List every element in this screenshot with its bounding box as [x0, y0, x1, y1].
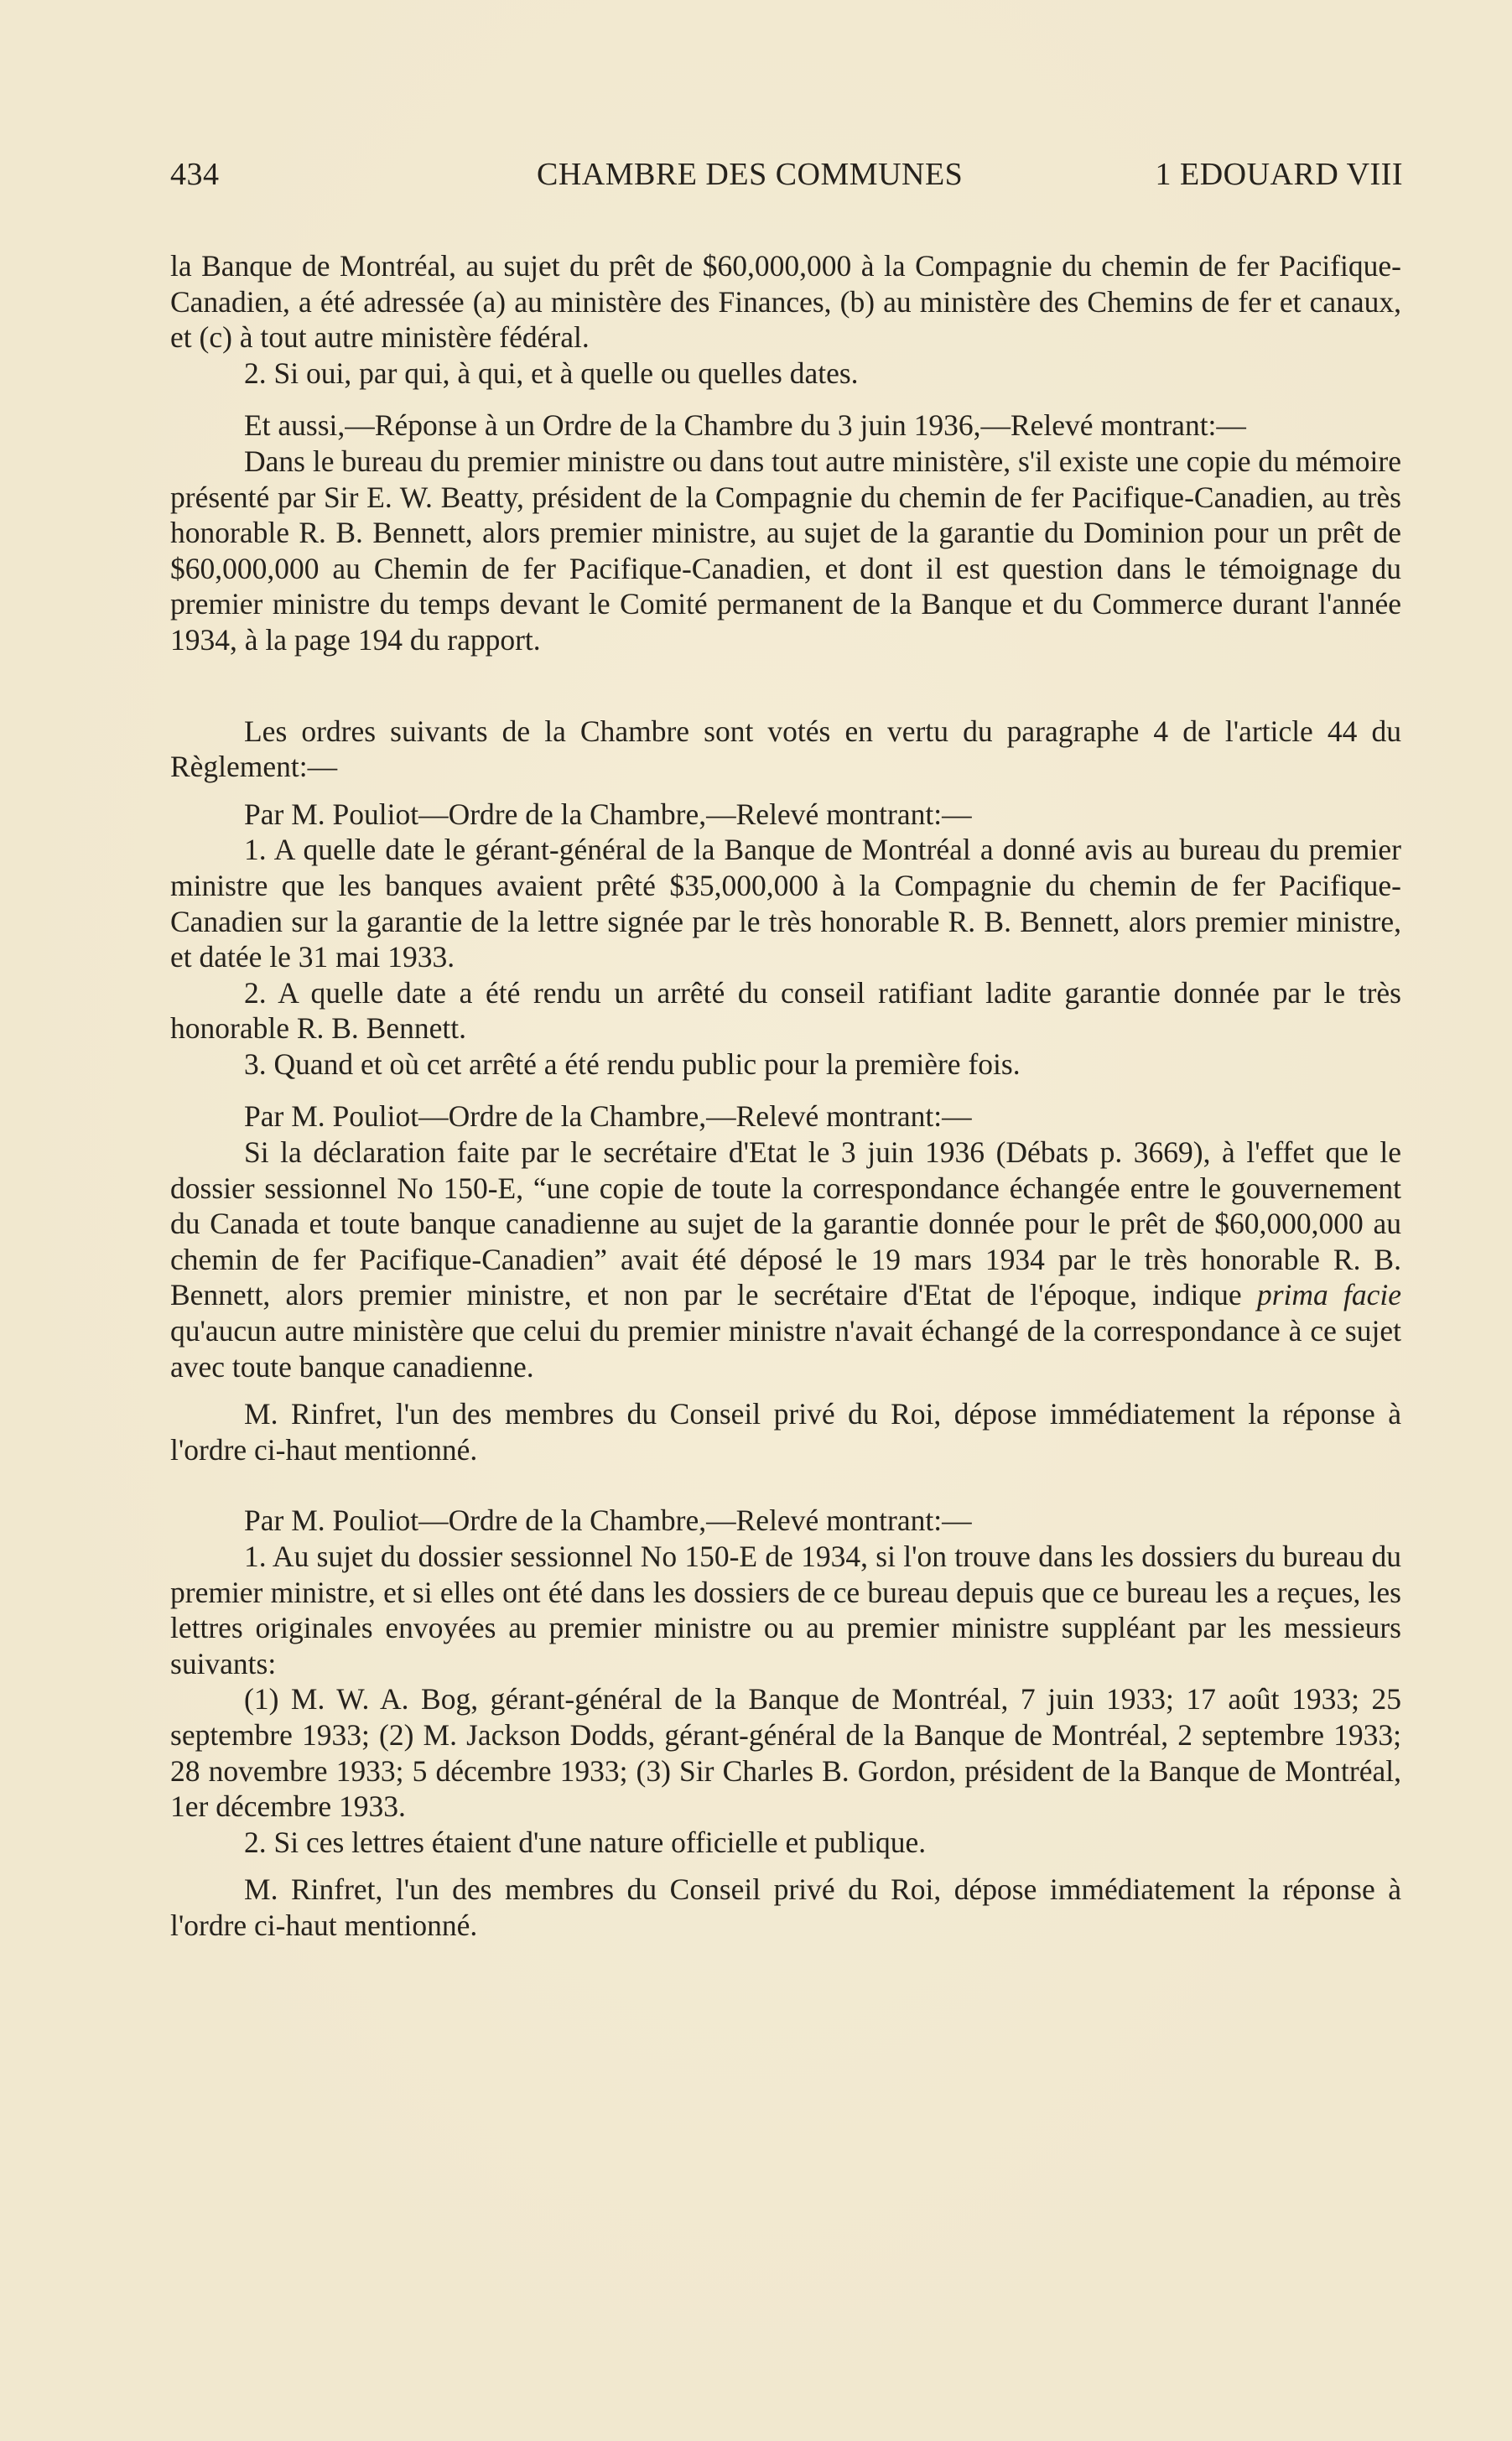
order-2-text-start: Si la déclaration faite par le secrétaire d'Etat le 3 juin 1936 (Débats p. 3669), à l'effet que le dossier sessionnel No 150-E, “une copie de toute la correspondance échangée entre le gouvernement du Canada et toute banque canadienne au sujet de la garantie donnée pour le prêt de $60,000,000 au chemin de fer Pacifique-Canadien” avait été déposé le 19 mars 1934 par le très honorable R. B. Bennett, alors premier ministre, et non par le secrétaire d'Etat de l'époque, indique	[170, 1135, 1401, 1312]
paragraph-order-1-item-2: 2. A quelle date a été rendu un arrêté du conseil ratifiant ladite garantie donnée par le très honorable R. B. Bennett.	[170, 975, 1401, 1046]
paragraph-continued: la Banque de Montréal, au sujet du prêt de $60,000,000 à la Compagnie du chemin de fer Pacifique-Canadien, a été adressée (a) au ministère des Finances, (b) au ministère des Chemins de fer et canaux, et (c) à tout autre ministère fédéral.	[170, 249, 1401, 355]
running-title: CHAMBRE DES COMMUNES	[537, 157, 964, 192]
paragraph-voted-orders: Les ordres suivants de la Chambre sont votés en vertu du paragraphe 4 de l'article 44 du Règlement:—	[170, 714, 1401, 784]
paragraph-memo-request: Dans le bureau du premier ministre ou dans tout autre ministère, s'il existe une copie du mémoire présenté par Sir E. W. Beatty, président de la Compagnie du chemin de fer Pacifique-Canadien, au très honorable R. B. Bennett, alors premier ministre, au sujet de la garantie du Dominion pour un prêt de $60,000,000 au Chemin de fer Pacifique-Canadien, et dont il est question dans le témoignage du premier ministre du temps devant le Comité permanent de la Banque et du Commerce durant l'année 1934, à la page 194 du rapport.	[170, 444, 1401, 657]
paragraph-order-heading-3: Par M. Pouliot—Ordre de la Chambre,—Relevé montrant:—	[244, 1504, 972, 1538]
paragraph-question-2: 2. Si oui, par qui, à qui, et à quelle ou quelles dates.	[244, 356, 859, 390]
page-number: 434	[170, 157, 220, 192]
paragraph-order-heading-2: Par M. Pouliot—Ordre de la Chambre,—Relevé montrant:—	[244, 1099, 972, 1134]
paragraph-response-2: M. Rinfret, l'un des membres du Conseil privé du Roi, dépose immédiatement la réponse à l'ordre ci-haut mentionné.	[170, 1872, 1401, 1942]
paragraph-order-3-item-2: 2. Si ces lettres étaient d'une nature officielle et publique.	[244, 1825, 927, 1859]
order-2-text-end: qu'aucun autre ministère que celui du premier ministre n'avait échangé de la correspondance à ce sujet avec toute banque canadienne.	[170, 1314, 1401, 1384]
paragraph-order-intro: Et aussi,—Réponse à un Ordre de la Chambre du 3 juin 1936,—Relevé montrant:—	[244, 408, 1246, 443]
paragraph-order-3-item-1: 1. Au sujet du dossier sessionnel No 150-E de 1934, si l'on trouve dans les dossiers du bureau du premier ministre, et si elles ont été dans les dossiers de ce bureau depuis que ce bureau les a reçues, les lettres originales envoyées au premier ministre ou au premier ministre suppléant par les messieurs suivants:	[170, 1540, 1401, 1680]
paragraph-order-3-letters: (1) M. W. A. Bog, gérant-général de la Banque de Montréal, 7 juin 1933; 17 août 1933; 25 septembre 1933; (2) M. Jackson Dodds, gérant-général de la Banque de Montréal, 2 septembre 1933; 28 novembre 1933; 5 décembre 1933; (3) Sir Charles B. Gordon, président de la Banque de Montréal, 1er décembre 1933.	[170, 1682, 1401, 1824]
paragraph-order-heading-1: Par M. Pouliot—Ordre de la Chambre,—Relevé montrant:—	[244, 797, 972, 831]
paragraph-order-2-text	[170, 1135, 1401, 1384]
order-2-italic-phrase: prima facie	[1256, 1278, 1401, 1312]
paragraph-response-1: M. Rinfret, l'un des membres du Conseil privé du Roi, dépose immédiatement la réponse à l'ordre ci-haut mentionné.	[170, 1397, 1401, 1467]
body-text	[170, 248, 1401, 1944]
regnal-year: 1 EDOUARD VIII	[1155, 157, 1403, 192]
paragraph-order-1-item-1: 1. A quelle date le gérant-général de la Banque de Montréal a donné avis au bureau du premier ministre que les banques avaient prêté $35,000,000 à la Compagnie du chemin de fer Pacifique-Canadien sur la garantie de la lettre signée par le très honorable R. B. Bennett, alors premier ministre, et datée le 31 mai 1933.	[170, 833, 1401, 974]
page-header	[170, 156, 1403, 198]
paragraph-order-1-item-3: 3. Quand et où cet arrêté a été rendu public pour la première fois.	[244, 1047, 1021, 1081]
